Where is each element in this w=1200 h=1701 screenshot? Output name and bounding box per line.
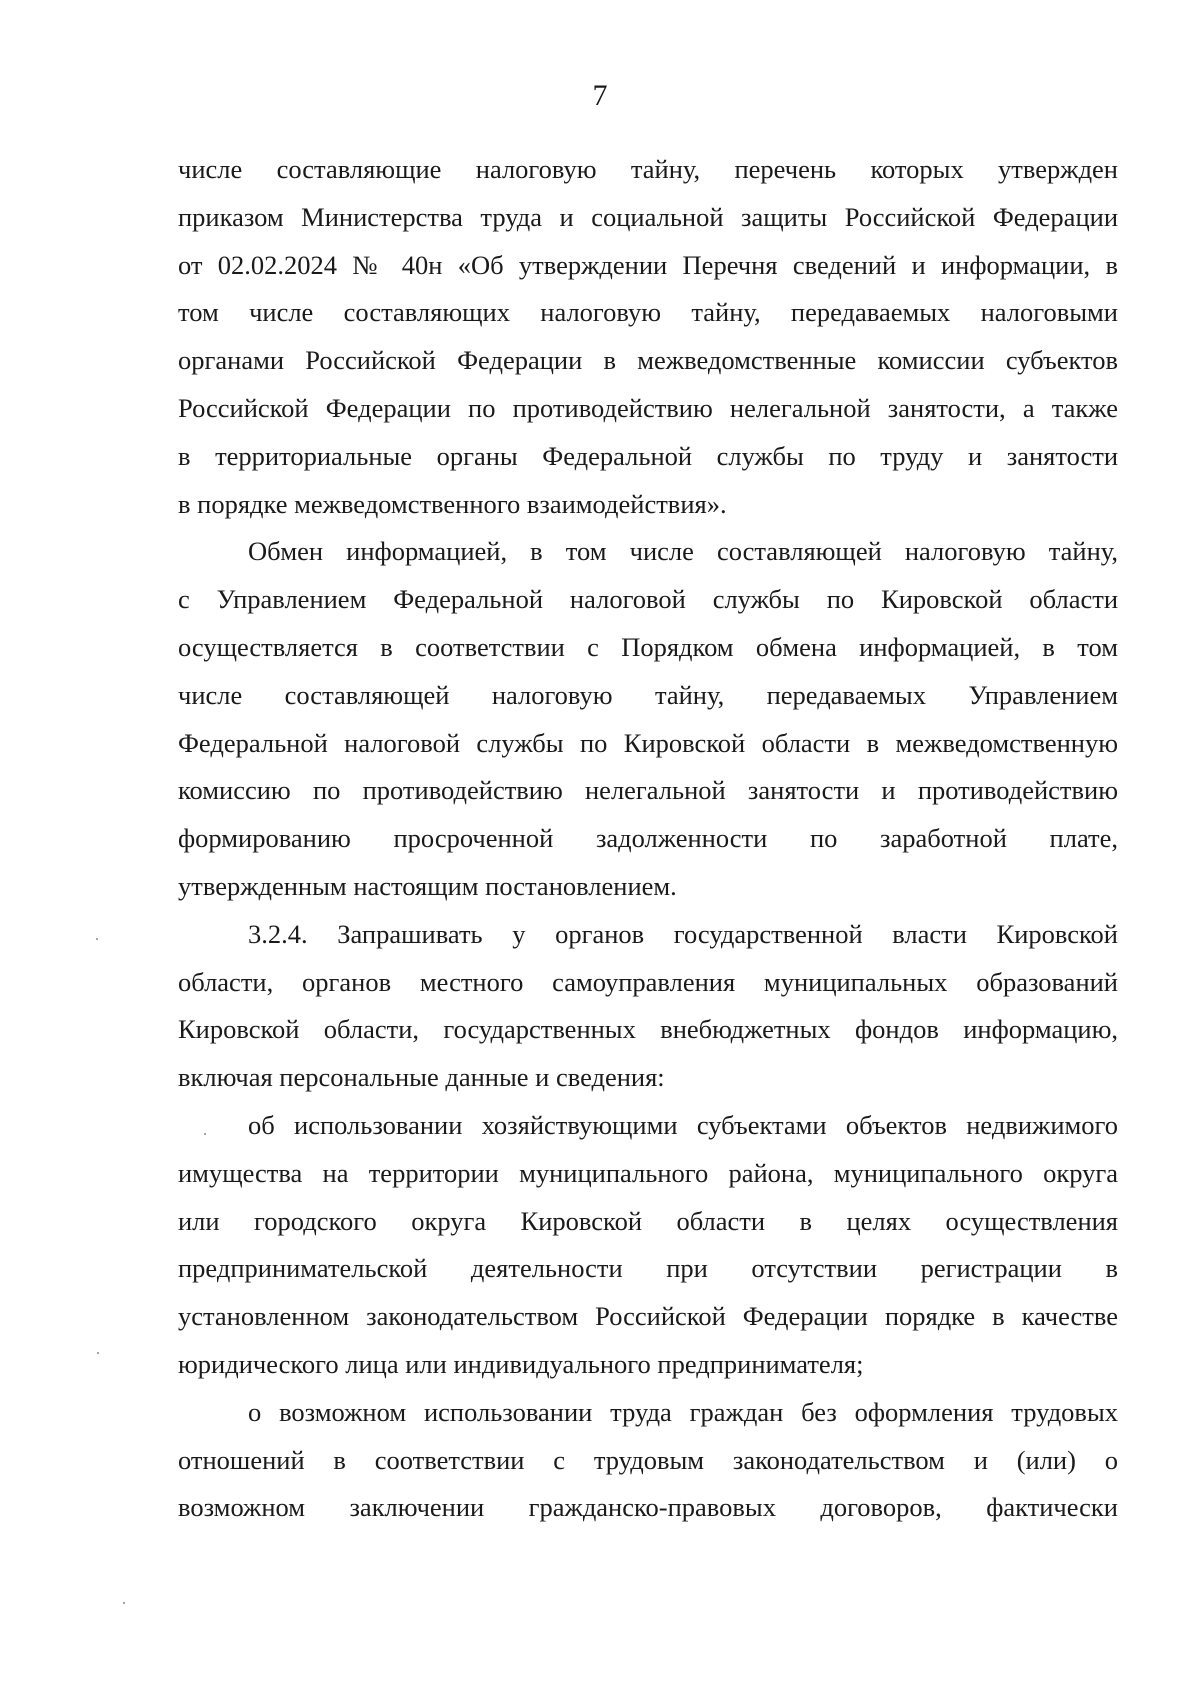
text-line: приказом Министерства труда и социальной защиты Российской Федерации xyxy=(178,201,1118,232)
text-line: Федеральной налоговой службы по Кировской области в межведомственную xyxy=(178,727,1118,758)
text-line: утвержденным настоящим постановлением. xyxy=(178,870,677,901)
text-line: установленном законодательством Российской Федерации порядке в качестве xyxy=(178,1301,1118,1332)
text-line: осуществляется в соответствии с Порядком обмена информацией, в том xyxy=(178,631,1118,662)
scan-speck xyxy=(96,938,98,940)
page-number: 7 xyxy=(592,79,608,112)
text-line: числе составляющей налоговую тайну, передаваемых Управлением xyxy=(178,679,1118,710)
text-line: об использовании хозяйствующими субъектами объектов недвижимого xyxy=(248,1109,1118,1140)
text-line: возможном заключении гражданско-правовых договоров, фактически xyxy=(178,1492,1118,1523)
text-line: юридического лица или индивидуального предпринимателя; xyxy=(178,1348,864,1379)
text-line: Обмен информацией, в том числе составляющей налоговую тайну, xyxy=(248,536,1118,567)
text-line: или городского округа Кировской области в целях осуществления xyxy=(178,1205,1118,1236)
text-line: Российской Федерации по противодействию нелегальной занятости, а также xyxy=(178,392,1118,423)
text-line: органами Российской Федерации в межведомственные комиссии субъектов xyxy=(178,345,1118,376)
paragraph-3 xyxy=(178,911,1118,1102)
scan-speck xyxy=(204,1133,206,1135)
text-line: том числе составляющих налоговую тайну, передаваемых налоговыми xyxy=(178,297,1118,328)
text-line: отношений в соответствии с трудовым законодательством и (или) о xyxy=(178,1444,1118,1475)
text-line: Кировской области, государственных внебюджетных фондов информацию, xyxy=(178,1014,1118,1045)
text-line: о возможном использовании труда граждан без оформления трудовых xyxy=(248,1396,1118,1427)
text-line: области, органов местного самоуправления муниципальных образований xyxy=(178,966,1118,997)
text-line: с Управлением Федеральной налоговой службы по Кировской области xyxy=(178,584,1118,615)
paragraph-5 xyxy=(178,1389,1118,1532)
text-line: комиссию по противодействию нелегальной занятости и противодействию xyxy=(178,775,1118,806)
text-line: от 02.02.2024 № 40н «Об утверждении Перечня сведений и информации, в xyxy=(178,249,1118,280)
text-line: предпринимательской деятельности при отсутствии регистрации в xyxy=(178,1253,1118,1284)
text-line: в территориальные органы Федеральной службы по труду и занятости xyxy=(178,440,1118,471)
scan-speck xyxy=(123,1602,125,1604)
text-line: в порядке межведомственного взаимодействия». xyxy=(178,488,727,519)
text-line: включая персональные данные и сведения: xyxy=(178,1062,665,1093)
document-body xyxy=(178,146,1118,1532)
paragraph-2 xyxy=(178,528,1118,910)
paragraph-1 xyxy=(178,146,1118,528)
scan-speck xyxy=(97,1352,99,1354)
text-line: числе составляющие налоговую тайну, перечень которых утвержден xyxy=(178,154,1118,184)
paragraph-4 xyxy=(178,1102,1118,1389)
text-line: формированию просроченной задолженности по заработной плате, xyxy=(178,823,1118,854)
text-line: имущества на территории муниципального района, муниципального округа xyxy=(178,1157,1118,1188)
text-line: 3.2.4. Запрашивать у органов государственной власти Кировской xyxy=(248,918,1118,949)
